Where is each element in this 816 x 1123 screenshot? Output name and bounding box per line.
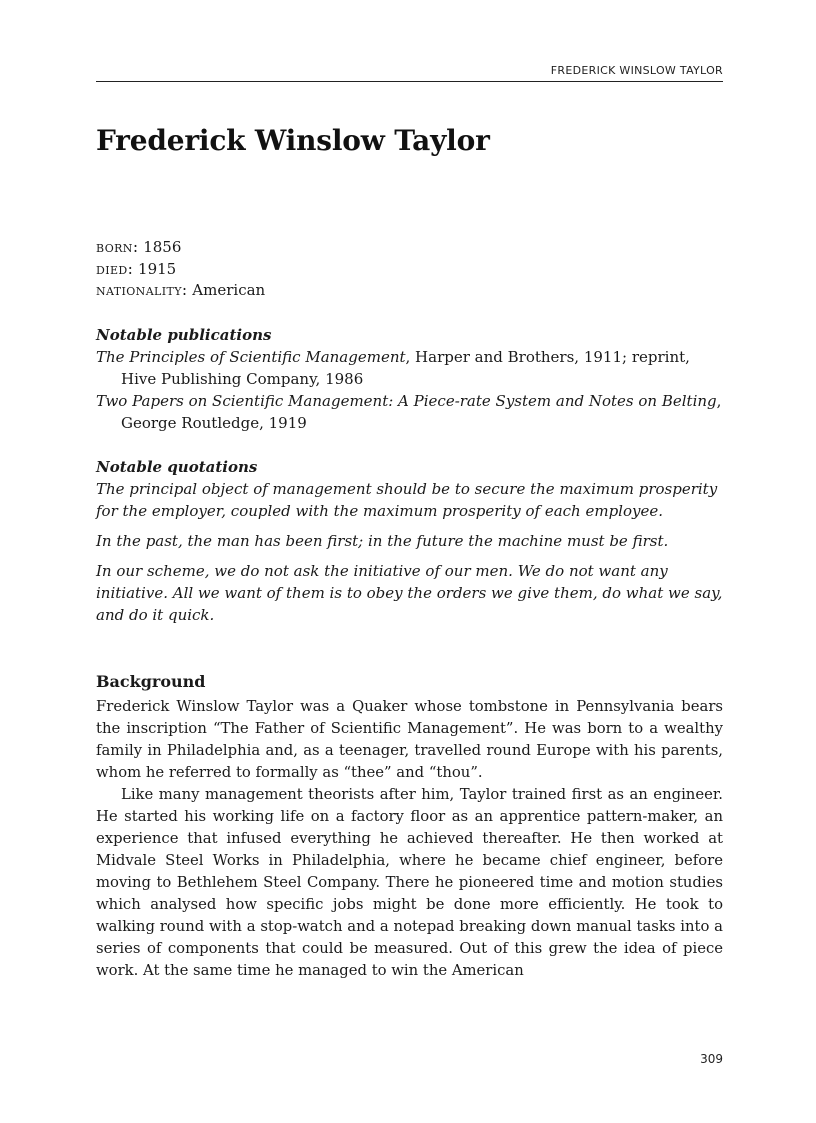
publication-title: Two Papers on Scientific Management: A Piece-rate System and Notes on Belting [96,392,717,410]
page-number: 309 [700,1052,723,1066]
body-paragraph: Like many management theorists after him, Taylor trained first as an engineer. He started his working life on a factory floor as an apprentice pattern-maker, an experience that infused everything he achieved thereafter. He then worked at Midvale Steel Works in Philadelphia, where he became chief engineer, before moving to Bethlehem Steel Company. There he pioneered time and motion studies which analysed how specific jobs might be done more efficiently. He took to walking round with a stop-watch and a notepad breaking down manual tasks into a series of components that could be measured. Out of this grew the idea of piece work. At the same time he managed to win the American [96,786,723,979]
died-line [96,259,265,281]
publications-heading: Notable publications [96,326,272,344]
page-title: Frederick Winslow Taylor [96,124,490,157]
background-body [96,696,723,982]
nationality-line [96,280,265,302]
died-value: 1915 [138,259,177,278]
publications-section [96,324,723,434]
publication-entry [96,346,723,390]
biographical-facts [96,237,265,302]
body-paragraph: Frederick Winslow Taylor was a Quaker whose tombstone in Pennsylvania bears the inscription “The Father of Scientific Management”. He was born to a wealthy family in Philadelphia and, as a teenager, travelled round Europe with his parents, whom he referred to formally as “thee” and “thou”. [96,698,723,781]
running-head: FREDERICK WINSLOW TAYLOR [550,64,723,77]
quotations-section [96,456,723,634]
nationality-value: American [192,281,266,299]
publication-details: , George Routledge, 1919 [121,392,722,432]
publication-details: , Harper and Brothers, 1911; reprint, Hive Publishing Company, 1986 [121,348,690,388]
quotation: In our scheme, we do not ask the initiative of our men. We do not want any initiative. All we want of them is to obey the orders we give them, do what we say, and do it quick. [96,562,723,624]
born-label: born: [96,238,139,256]
quotations-heading: Notable quotations [96,458,258,476]
quotation: In the past, the man has been first; in the future the machine must be first. [96,532,669,550]
publication-entry [96,390,723,434]
born-value: 1856 [143,238,182,256]
died-label: died: [96,259,134,278]
publication-title: The Principles of Scientific Management [96,348,406,366]
quotation: The principal object of management should be to secure the maximum prosperity for the employer, coupled with the maximum prosperity of each employee. [96,480,718,520]
born-line [96,237,265,259]
nationality-label: nationality: [96,281,188,299]
background-heading: Background [96,672,206,691]
header-rule [96,81,723,82]
